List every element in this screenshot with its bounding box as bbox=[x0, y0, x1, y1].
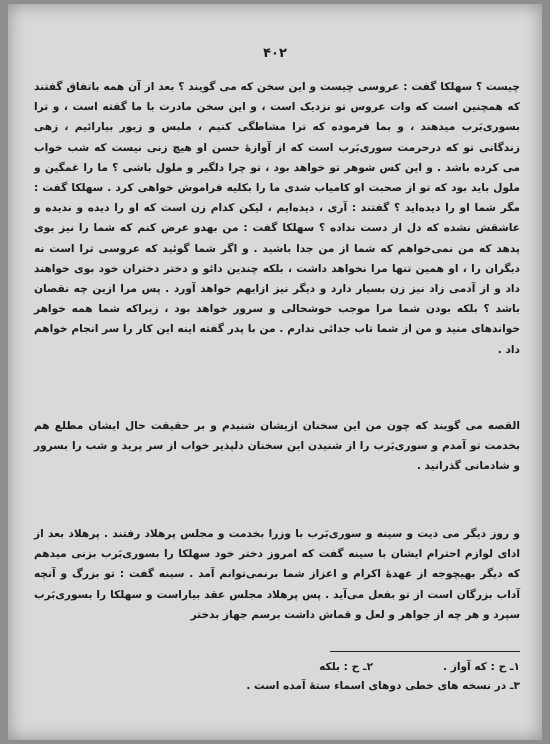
paragraph-text: و روز دیگر می دیت و سینه و سوری‌بَرب با وزرا بخدمت و مجلس پرهلاد رفتند . پرهلاد بعد از ادای لوازم احترام ایشان با سینه گفت که امروز دختر خود سهلکا را بسوری‌بَرب بزنی میدهم که دیگر بهیچوجه از عهدهٔ اکرام و اعزاز شما برنمی‌توانم آمد . سینه گفت : تو بزرگ و آنچه آداب بزرگان است از تو بفعل می‌آید . پس پرهلاد مجلس عقد بیاراست و سهلکا را بسوری‌بَرب سپرد و هر چه از جواهر و لعل و قماش داشت برسم جهاز بدختر bbox=[34, 528, 520, 621]
body-paragraph-1 bbox=[34, 77, 520, 360]
footnote-2: ۲ـ ح : بلکه bbox=[319, 661, 374, 673]
footnote-divider bbox=[330, 651, 520, 652]
footnote-1: ۱ـ ح : که آواز . bbox=[443, 661, 520, 673]
footnote-row bbox=[34, 658, 520, 677]
footnotes bbox=[34, 658, 520, 696]
paragraph-text: القصه می گویند که چون من این سخنان ازیشان شنیدم و بر حقیقت حال ایشان مطلع هم بخدمت تو آمدم و سوری‌بَرب را از شنیدن این سخنان دلپذیر خواب از سر پرید و شب را بسرور و شادمانی گذرانید . bbox=[34, 420, 520, 473]
page-number: ۴۰۲ bbox=[263, 46, 287, 61]
book-page bbox=[8, 4, 542, 740]
body-paragraph-3 bbox=[34, 524, 520, 625]
paragraph-text: چیست ؟ سهلکا گفت : عروسی چیست و این سخن که می گویند ؟ بعد از آن همه باتفاق گفتند که همچنین است که وات عروس تو نزدیک است ، و این سخن مادرت با ما گفته است ، و ترا بسوری‌بَرب میدهند ، و بما فرموده که ترا مشاطگی کنیم ، ملبس و زیور بیارائیم ، زهی زندگانی تو که در‌حرمت سوری‌بَرب است که از آوازهٔ حسن او هیچ زنی نیست که شب خواب می کرده باشد . و این کس شوهر تو خواهد بود ، تو چرا دلگیر و ملول باشی ؟ ما را غمگین و ملول باید بود که تو از صحبت او کامیاب شدی ما را بکلیه فراموش خواهی کرد . سهلکا گفت : مگر شما او را دیده‌اید ؟ گفتند : آری ، دیده‌ایم ، لیکن کدام زن است که او را دیده و ندیده و عاشقش نشده که دل از دست نداده ؟ سهلکا گفت : من بهدو عرض کنم که شما را نیز بوی پدهد که من نمی‌خواهم که شما از من جدا باشید . و اگر شما گوئید که عروسی ترا است نه دیگران را ، او همین تنها مرا نخواهد داشت ، بلکه چندین دائو و دختر دختران خود بوی خواهند داد و از آدمی زاد نیز زن بسیار دارد و دیگر نیز ازایهم خواهد آورد . پس مرا ازین چه نقصان باشد ؟ بلکه بودن شما مرا موجب خوشحالی و سرور خواهد بود ، زیراکه شما همه خواهر خواندهای منید و من از شما تاب جدائی ندارم . من با پدر گفته اینه این کار را سر انجام خواهم داد . bbox=[34, 81, 520, 356]
body-paragraph-2 bbox=[34, 416, 520, 477]
footnote-3: ۳ـ در نسخه های خطی دوهای اسماء ستهٔ آمده است . bbox=[246, 680, 520, 692]
footnote-row bbox=[34, 677, 520, 696]
